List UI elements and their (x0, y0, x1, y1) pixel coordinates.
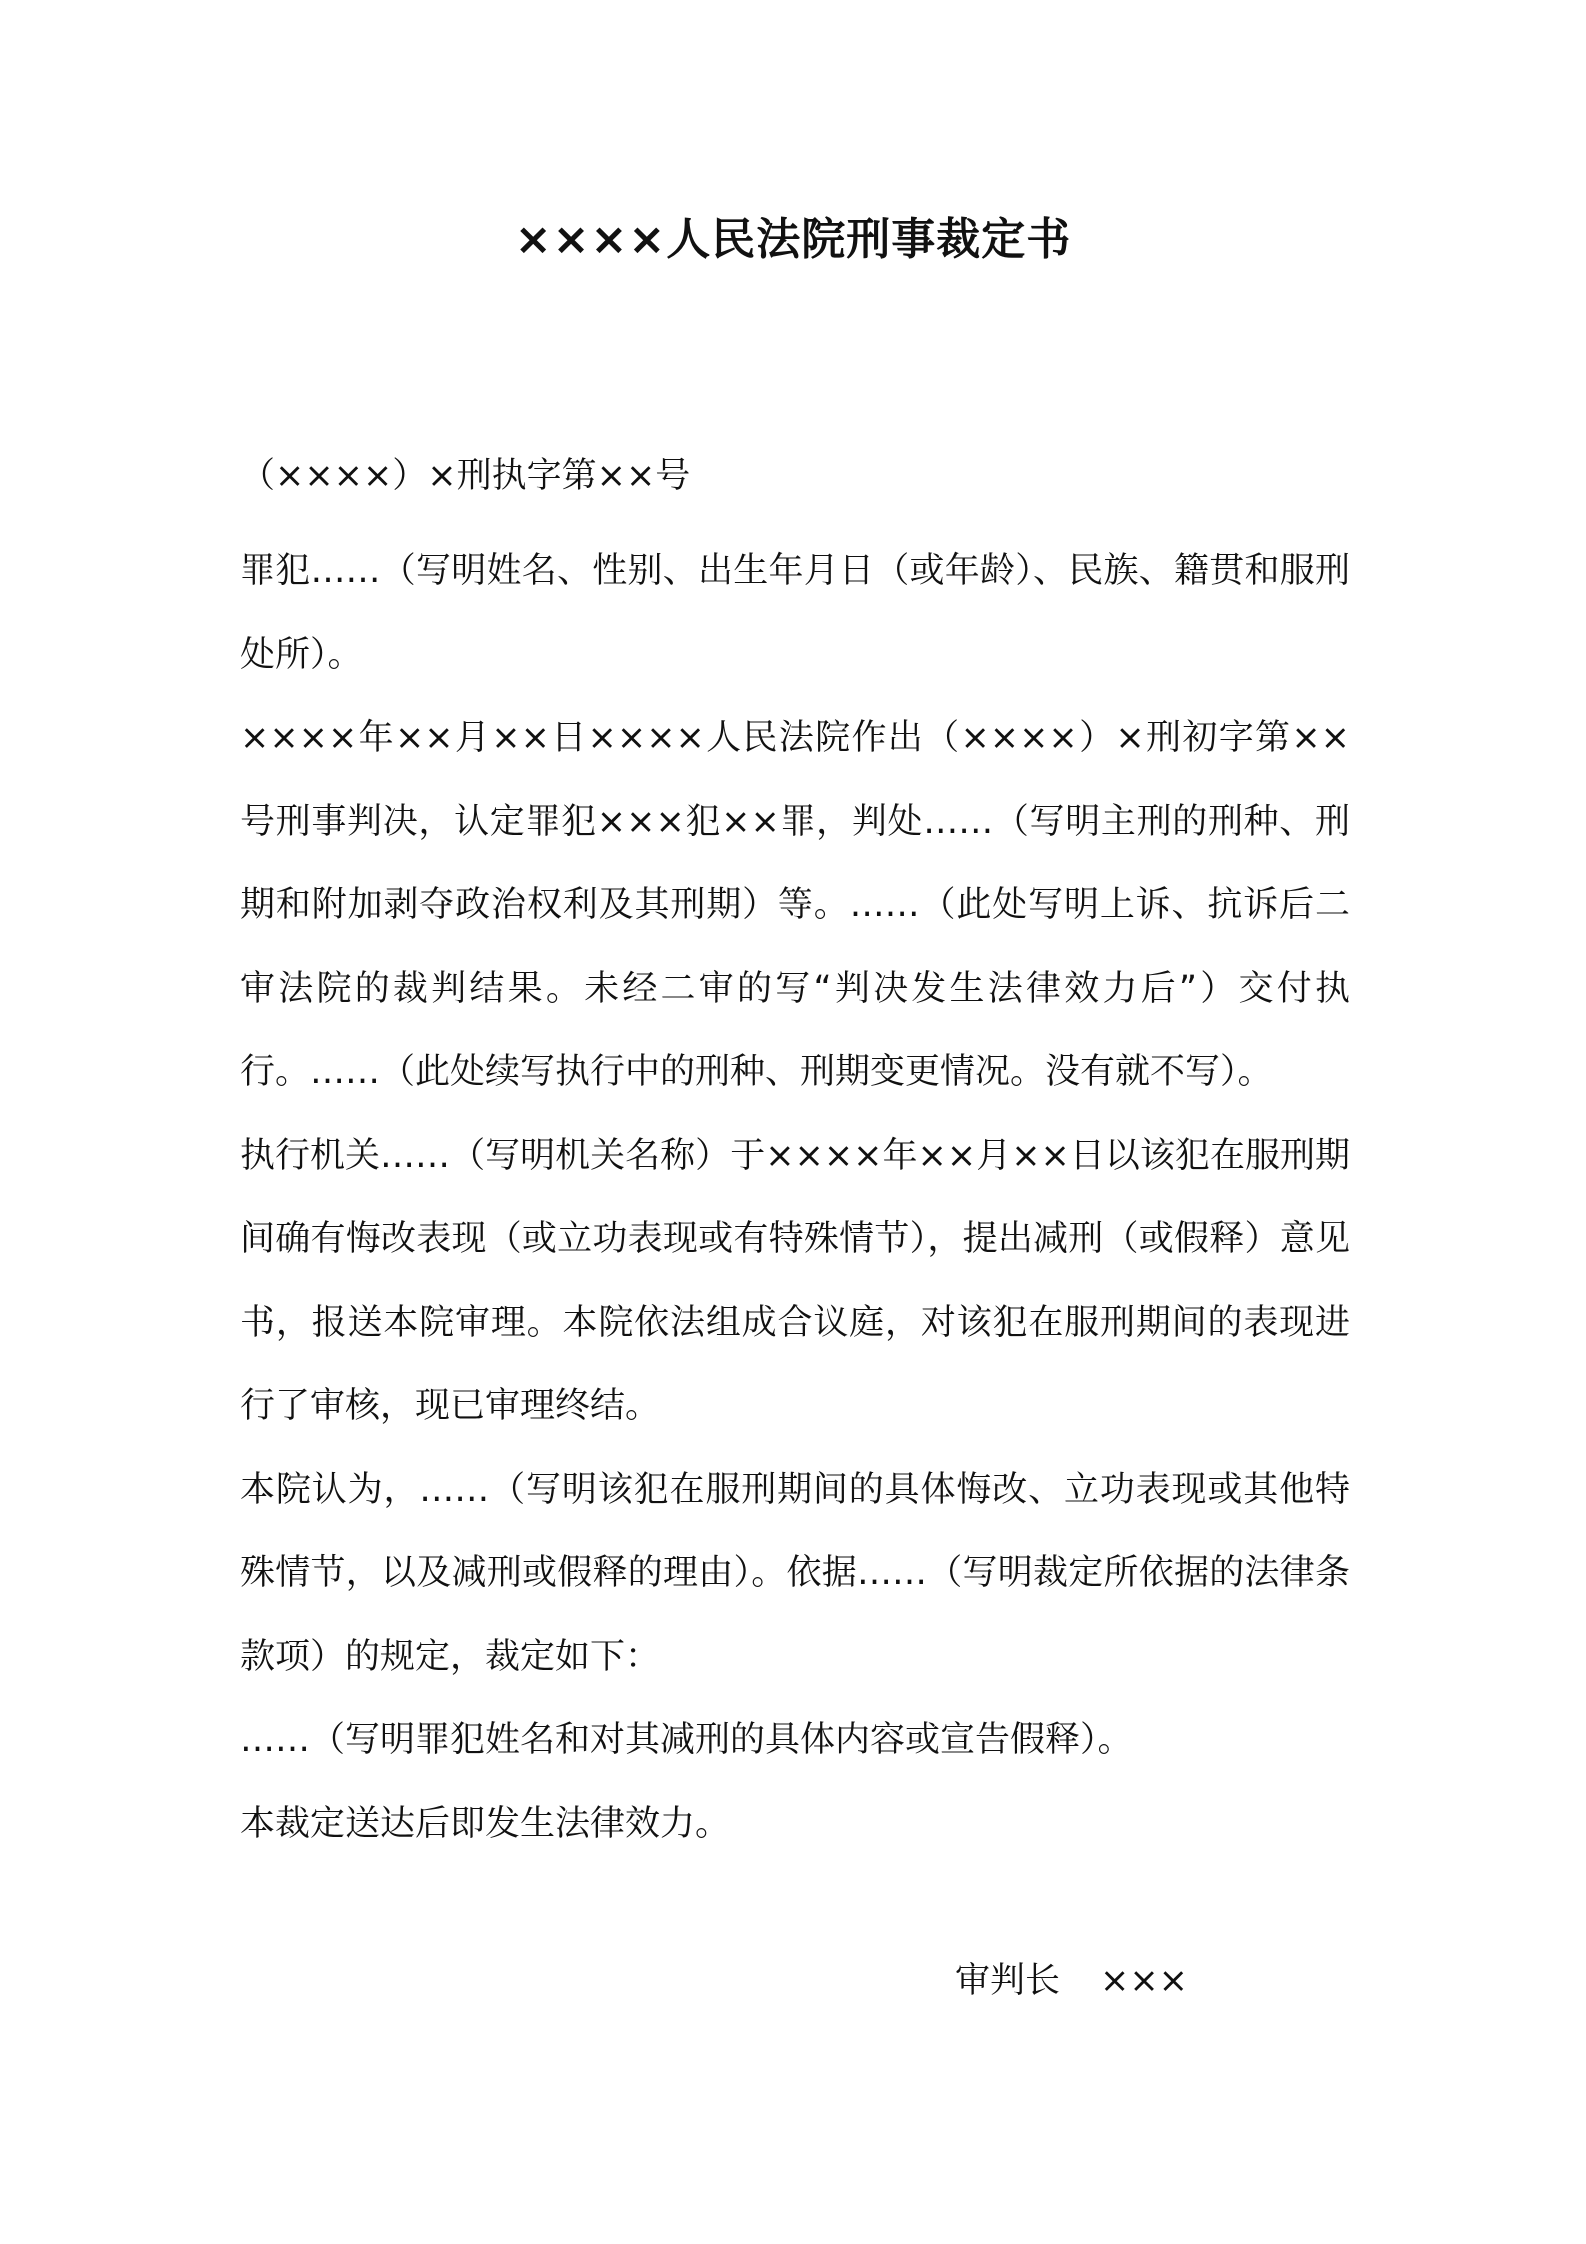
paragraph-ruling: ……（写明罪犯姓名和对其减刑的具体内容或宣告假释）。 (240, 1720, 1133, 1760)
signature-name: ××× (1100, 1961, 1188, 2001)
paragraph-execution-agency: 执行机关……（写明机关名称）于××××年××月××日以该犯在服刑期间确有悔改表现（或立功表现或有特殊情节），提出减刑（或假释）意见书，报送本院审理。本院依法组成合议庭，对该犯在服刑期间的表现进行了审核，现已审理终结。 (240, 1135, 1350, 1426)
paragraph-original-judgment: ××××年××月××日××××人民法院作出（××××）×刑初字第××号刑事判决，认定罪犯×××犯××罪，判处……（写明主刑的刑种、刑期和附加剥夺政治权利及其刑期）等。……（此处写明上诉、抗诉后二审法院的裁判结果。未经二审的写“判决发生法律效力后”）交付执行。……（此处续写执行中的刑种、刑期变更情况。没有就不写）。 (240, 718, 1350, 1092)
paragraph-effect: 本裁定送达后即发生法律效力。 (240, 1803, 731, 1844)
paragraph-defendant-info: 罪犯……（写明姓名、性别、出生年月日（或年龄）、民族、籍贯和服刑处所）。 (240, 551, 1350, 675)
document-body (240, 530, 1350, 1866)
document-title: ××××人民法院刑事裁定书 (514, 214, 1072, 265)
paragraph-court-opinion: 本院认为，……（写明该犯在服刑期间的具体悔改、立功表现或其他特殊情节，以及减刑或假释的理由）。依据……（写明裁定所依据的法律条款项）的规定，裁定如下： (240, 1469, 1350, 1677)
signature-block (955, 1955, 1188, 2007)
signature-role: 审判长 (955, 1961, 1061, 2001)
case-number: （××××）×刑执字第××号 (240, 456, 691, 496)
